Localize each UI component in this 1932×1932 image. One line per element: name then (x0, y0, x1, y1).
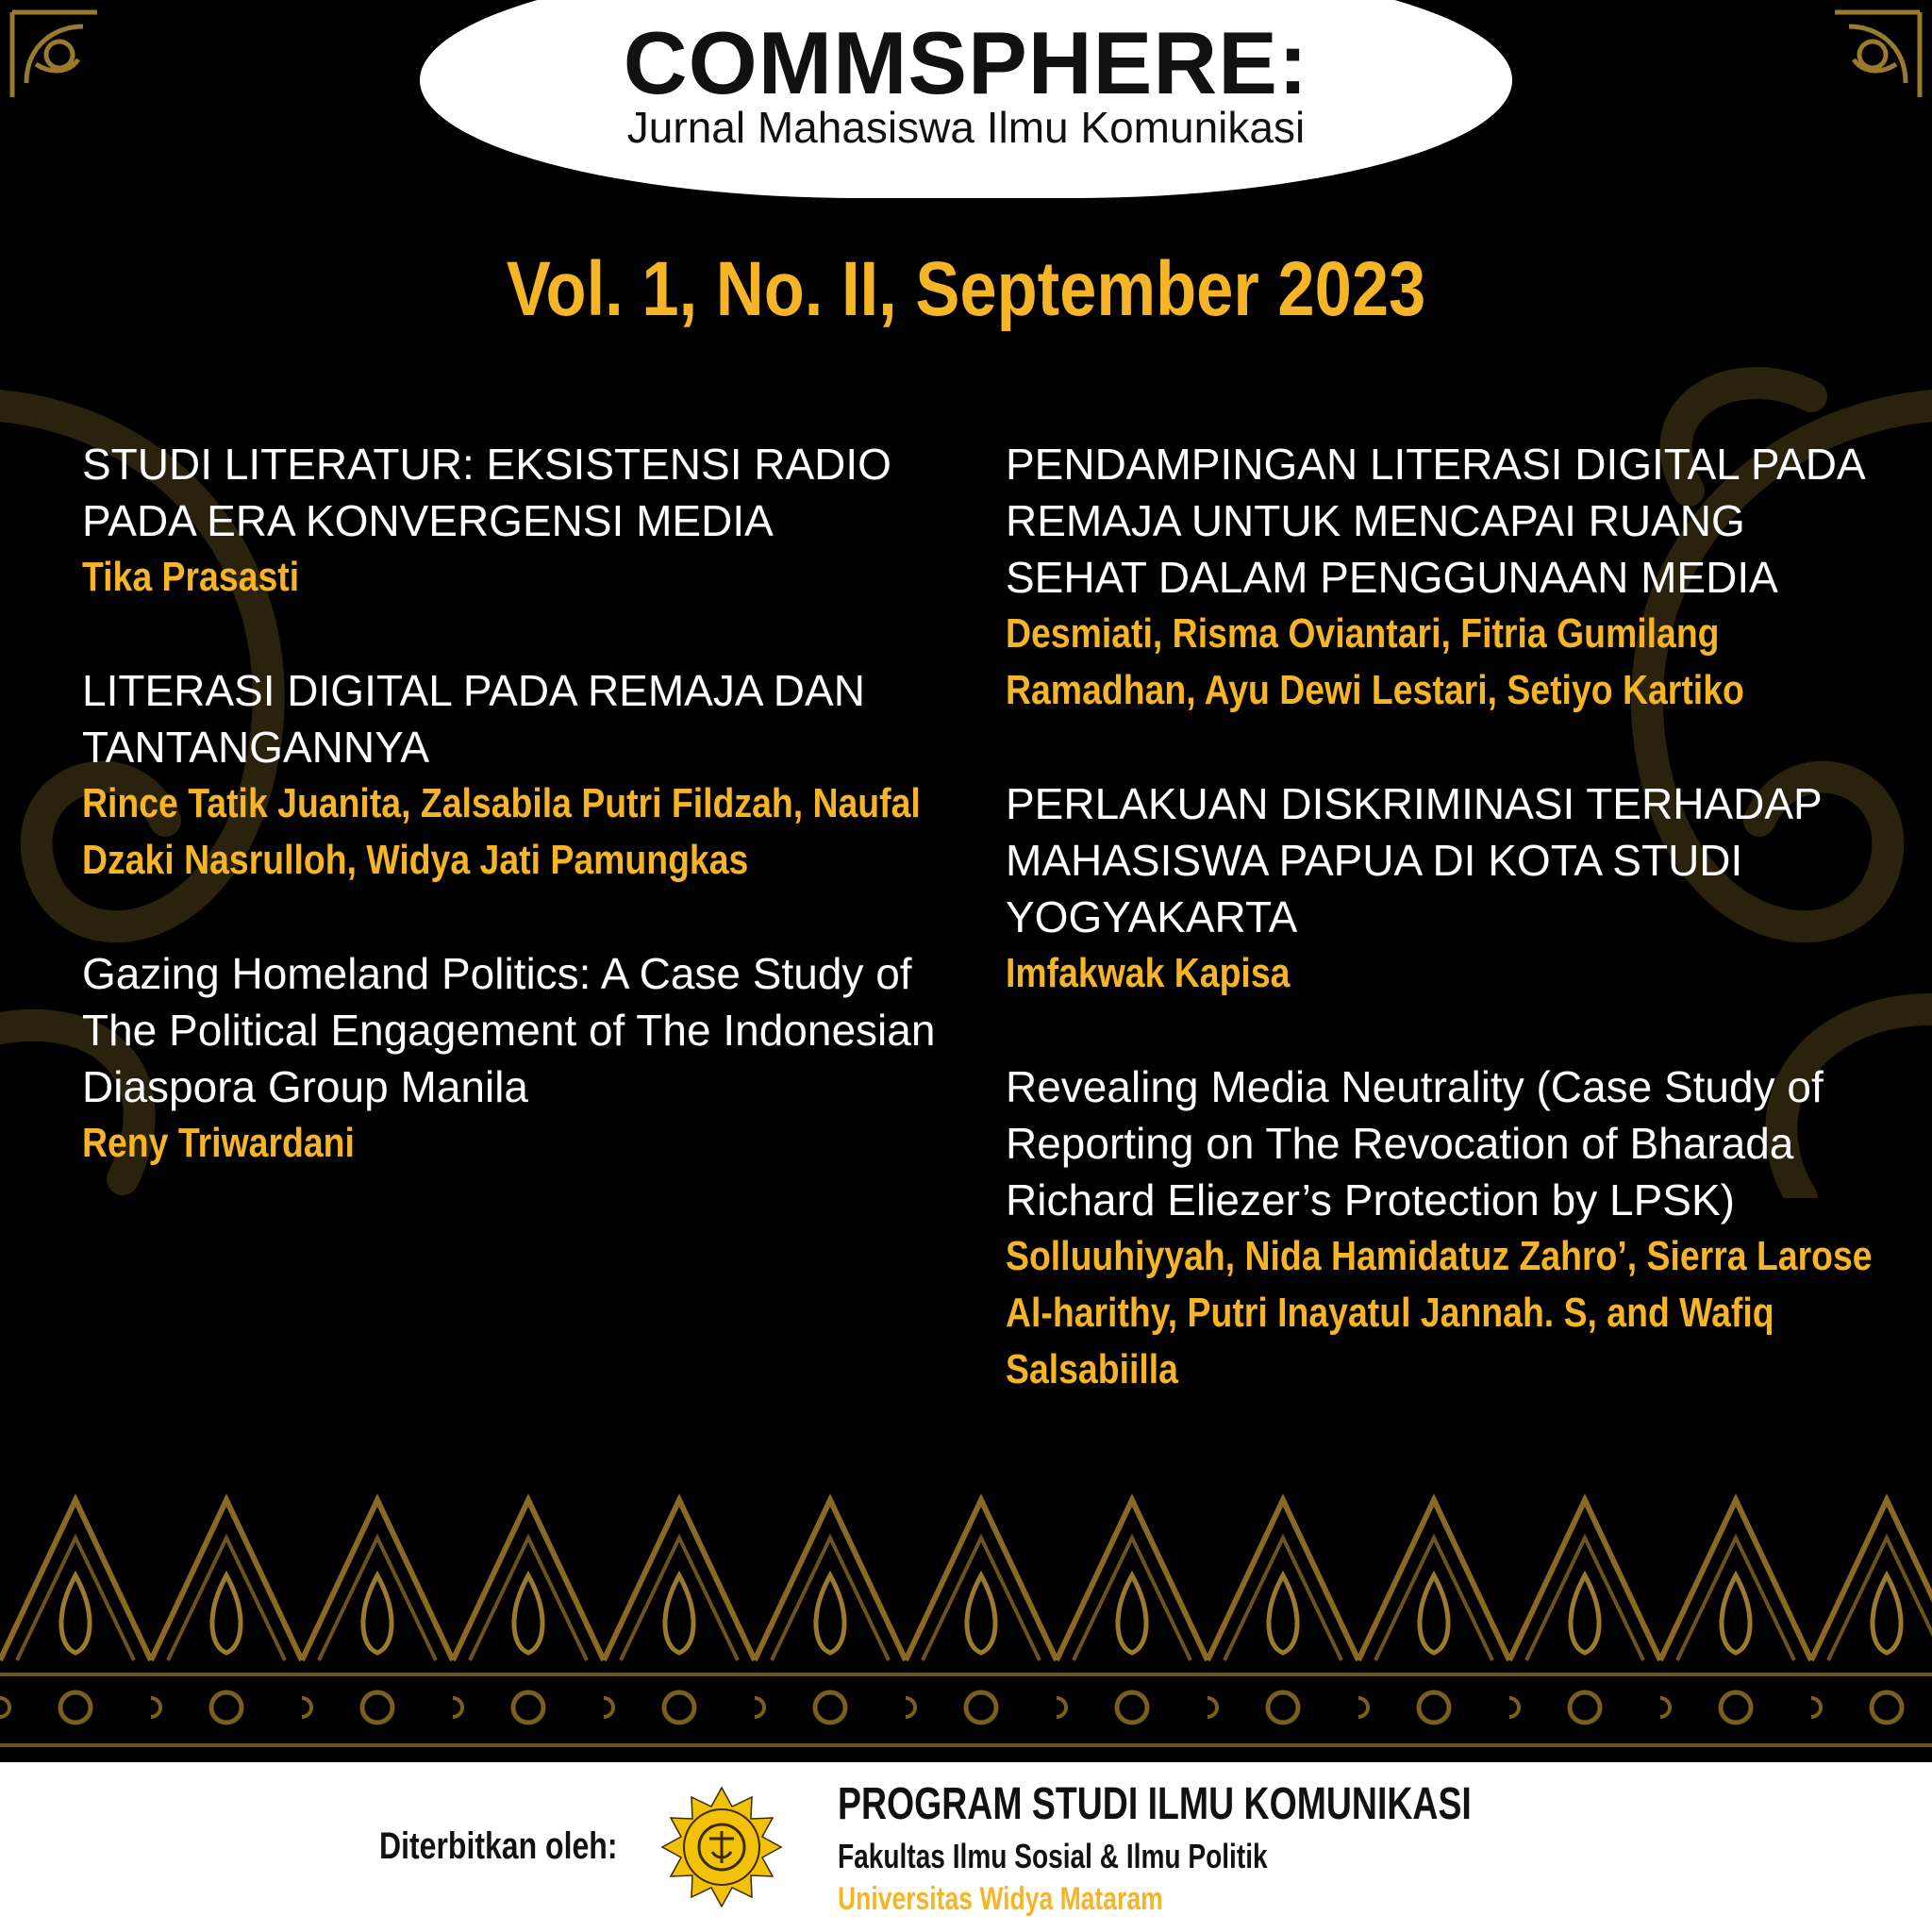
article-authors: Solluuhiyyah, Nida Hamidatuz Zahro’, Sierra Larose Al-harithy, Putri Inayatul Jannah. S, and Wafiq Salsabiilla (1006, 1233, 1873, 1392)
corner-flourish-icon (8, 8, 102, 102)
issue-label: Vol. 1, No. II, September 2023 (506, 246, 1426, 332)
article-title: STUDI LITERATUR: EKSISTENSI RADIO PADA ERA KONVERGENSI MEDIA (82, 440, 891, 545)
articles-right-column (1006, 436, 1892, 1455)
article-entry (82, 945, 978, 1172)
articles-left-column (82, 436, 978, 1228)
article-entry (1006, 775, 1892, 1002)
article-authors: Reny Triwardani (82, 1120, 355, 1166)
faculty-name: Fakultas Ilmu Sosial & Ilmu Politik (838, 1837, 1268, 1875)
article-entry (1006, 1058, 1892, 1398)
article-title: LITERASI DIGITAL PADA REMAJA DAN TANTANGANNYA (82, 666, 865, 772)
article-authors: Imfakwak Kapisa (1006, 950, 1291, 996)
article-authors: Desmiati, Risma Oviantari, Fitria Gumilang Ramadhan, Ayu Dewi Lestari, Setiyo Kartiko (1006, 610, 1744, 713)
article-title: Gazing Homeland Politics: A Case Study of The Political Engagement of The Indonesian Diaspora Group Manila (82, 949, 936, 1111)
article-title: PENDAMPINGAN LITERASI DIGITAL PADA REMAJA UNTUK MENCAPAI RUANG SEHAT DALAM PENGGUNAAN MEDIA (1006, 440, 1864, 602)
article-authors: Tika Prasasti (82, 554, 300, 600)
published-by-label: Diterbitkan oleh: (379, 1825, 618, 1867)
article-entry (82, 436, 978, 606)
article-entry (82, 662, 978, 889)
journal-title: COMMSPHERE: (623, 13, 1309, 112)
corner-flourish-icon (1830, 8, 1924, 102)
article-title: PERLAKUAN DISKRIMINASI TERHADAP MAHASISWA PAPUA DI KOTA STUDI YOGYAKARTA (1006, 779, 1822, 941)
university-name: Universitas Widya Mataram (838, 1881, 1163, 1917)
batik-border-ornament (0, 1472, 1932, 1762)
journal-subtitle: Jurnal Mahasiswa Ilmu Komunikasi (626, 103, 1306, 152)
program-name: PROGRAM STUDI ILMU KOMUNIKASI (838, 1779, 1472, 1829)
university-seal-icon (660, 1786, 783, 1908)
article-authors: Rince Tatik Juanita, Zalsabila Putri Fildzah, Naufal Dzaki Nasrulloh, Widya Jati Pamungkas (82, 780, 921, 883)
article-title: Revealing Media Neutrality (Case Study of Reporting on The Revocation of Bharada Richard Eliezer’s Protection by LPSK) (1006, 1062, 1824, 1224)
article-entry (1006, 436, 1892, 719)
